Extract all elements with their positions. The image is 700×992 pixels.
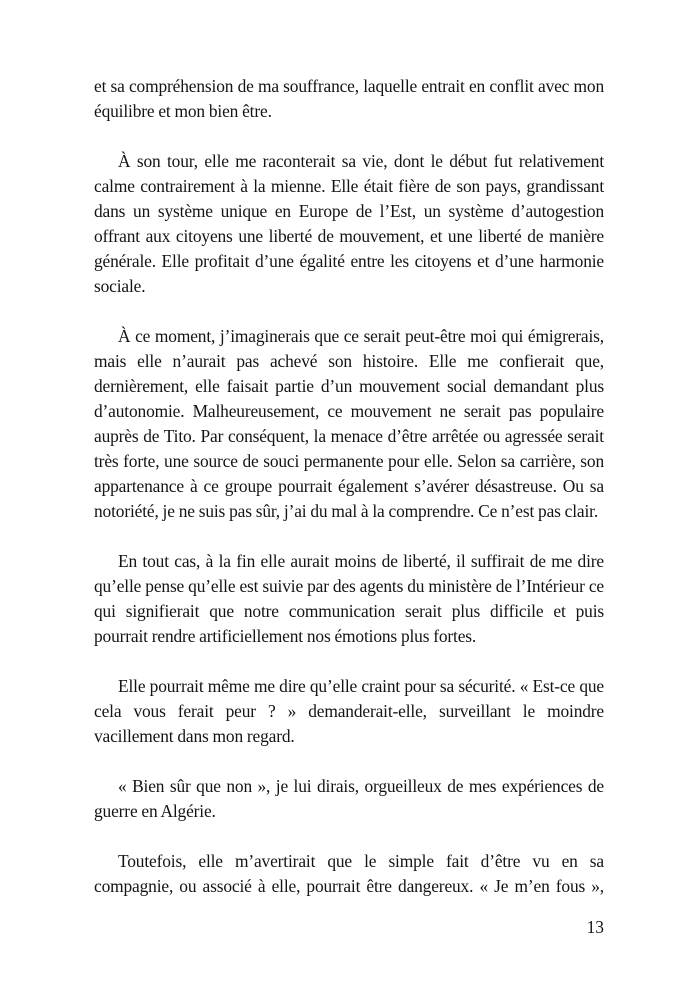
paragraph-continuation: et sa compréhension de ma souffrance, laquelle entrait en conflit avec mon équilibre et mon bien être. (94, 76, 604, 121)
page-number: 13 (586, 917, 604, 937)
paragraph-her-life: À son tour, elle me raconterait sa vie, dont le début fut relativement calme contrairement à la mienne. Elle était fière de son pays, grandissant dans un système unique en Europe de l’Est, un système d’autogestion offrant aux citoyens une liberté de mouvement, et une liberté de manière générale. Elle profitait d’une égalité entre les citoyens et d’une harmonie sociale. (94, 151, 604, 296)
paragraph-surveillance: En tout cas, à la fin elle aurait moins de liberté, il suffirait de me dire qu’elle pense qu’elle est suivie par des agents du ministère de l’Intérieur ce qui signifierait que notre communication serait plus difficile et puis pourrait rendre artificiellement nos émotions plus fortes. (94, 551, 604, 646)
page-body (94, 74, 604, 924)
paragraph-social-movement: À ce moment, j’imaginerais que ce serait peut-être moi qui émigrerais, mais elle n’aurait pas achevé son histoire. Elle me confierait que, dernièrement, elle faisait partie d’un mouvement social demandant plus d’autonomie. Malheureusement, ce mouvement ne serait pas populaire auprès de Tito. Par conséquent, la menace d’être arrêtée ou agressée serait très forte, une source de souci permanente pour elle. Selon sa carrière, son appartenance à ce groupe pourrait également s’avérer désastreuse. Ou sa notoriété, je ne suis pas sûr, j’ai du mal à la comprendre. Ce n’est pas clair. (94, 326, 604, 521)
paragraph-reply: « Bien sûr que non », je lui dirais, orgueilleux de mes expériences de guerre en Algérie. (94, 776, 604, 821)
paragraph-warning: Toutefois, elle m’avertirait que le simple fait d’être vu en sa compagnie, ou associé à elle, pourrait être dangereux. « Je m’en fous », (94, 851, 604, 896)
paragraph-safety-fear: Elle pourrait même me dire qu’elle craint pour sa sécurité. « Est-ce que cela vous ferait peur ? » demanderait-elle, surveillant le moindre vacillement dans mon regard. (94, 676, 604, 746)
